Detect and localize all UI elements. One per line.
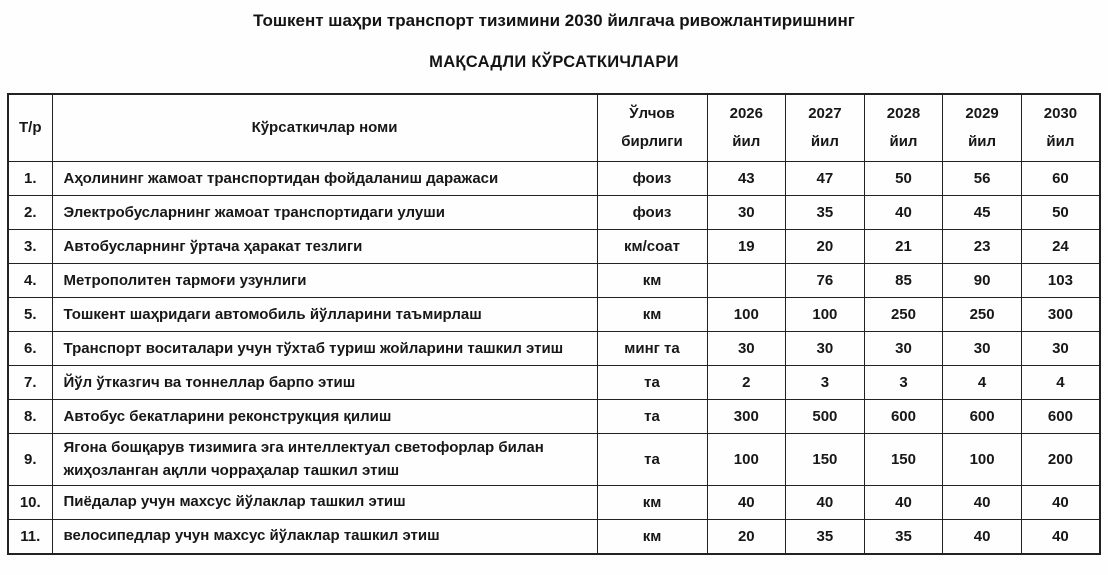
value-cell: 60 xyxy=(1021,162,1100,196)
row-number-cell: 11. xyxy=(8,519,52,554)
table-row xyxy=(8,519,1100,554)
indicator-name-cell: велосипедлар учун махсус йўлаклар ташкил этиш xyxy=(52,519,597,554)
unit-cell: км xyxy=(597,298,707,332)
value-cell: 50 xyxy=(864,162,943,196)
header-year-suffix: йил xyxy=(968,133,997,150)
unit-cell: фоиз xyxy=(597,196,707,230)
header-num: Т/р xyxy=(8,94,52,162)
value-cell: 30 xyxy=(943,332,1022,366)
value-cell: 100 xyxy=(707,434,786,486)
indicator-name-cell: Метрополитен тармоғи узунлиги xyxy=(52,264,597,298)
value-cell: 250 xyxy=(943,298,1022,332)
value-cell: 43 xyxy=(707,162,786,196)
value-cell: 500 xyxy=(786,400,865,434)
value-cell: 47 xyxy=(786,162,865,196)
table-row xyxy=(8,230,1100,264)
row-number-cell: 4. xyxy=(8,264,52,298)
header-unit xyxy=(597,94,707,162)
value-cell: 3 xyxy=(786,366,865,400)
header-unit-line2: бирлиги xyxy=(621,133,683,150)
header-year-suffix: йил xyxy=(810,133,839,150)
value-cell: 40 xyxy=(864,196,943,230)
value-cell: 19 xyxy=(707,230,786,264)
value-cell: 90 xyxy=(943,264,1022,298)
value-cell: 21 xyxy=(864,230,943,264)
value-cell: 3 xyxy=(864,366,943,400)
unit-cell: та xyxy=(597,434,707,486)
table-row xyxy=(8,485,1100,519)
row-number-cell: 2. xyxy=(8,196,52,230)
header-year-value: 2029 xyxy=(965,105,999,123)
table-row xyxy=(8,162,1100,196)
value-cell: 35 xyxy=(786,519,865,554)
table-row xyxy=(8,434,1100,486)
value-cell: 200 xyxy=(1021,434,1100,486)
header-year-2030 xyxy=(1021,94,1100,162)
table-row xyxy=(8,400,1100,434)
value-cell xyxy=(707,264,786,298)
value-cell: 20 xyxy=(786,230,865,264)
value-cell: 103 xyxy=(1021,264,1100,298)
value-cell: 20 xyxy=(707,519,786,554)
header-year-2029 xyxy=(943,94,1022,162)
value-cell: 30 xyxy=(786,332,865,366)
value-cell: 35 xyxy=(786,196,865,230)
value-cell: 150 xyxy=(786,434,865,486)
value-cell: 30 xyxy=(864,332,943,366)
indicator-name-cell: Тошкент шаҳридаги автомобиль йўлларини таъмирлаш xyxy=(52,298,597,332)
value-cell: 100 xyxy=(786,298,865,332)
title-block xyxy=(0,0,1108,72)
value-cell: 100 xyxy=(707,298,786,332)
value-cell: 600 xyxy=(943,400,1022,434)
header-year-value: 2027 xyxy=(808,105,842,123)
unit-cell: та xyxy=(597,400,707,434)
value-cell: 250 xyxy=(864,298,943,332)
value-cell: 4 xyxy=(1021,366,1100,400)
value-cell: 300 xyxy=(1021,298,1100,332)
header-year-2028 xyxy=(864,94,943,162)
row-number-cell: 5. xyxy=(8,298,52,332)
row-number-cell: 8. xyxy=(8,400,52,434)
table-row xyxy=(8,366,1100,400)
indicator-name-cell: Пиёдалар учун махсус йўлаклар ташкил этиш xyxy=(52,485,597,519)
header-year-value: 2026 xyxy=(729,105,763,123)
value-cell: 150 xyxy=(864,434,943,486)
table-header-row xyxy=(8,94,1100,162)
indicator-name-cell: Ягона бошқарув тизимига эга интеллектуал светофорлар билан жиҳозланган ақлли чорраҳалар ташкил этиш xyxy=(52,434,597,486)
indicator-name-cell: Автобусларнинг ўртача ҳаракат тезлиги xyxy=(52,230,597,264)
value-cell: 45 xyxy=(943,196,1022,230)
table-row xyxy=(8,298,1100,332)
header-year-value: 2028 xyxy=(886,105,921,123)
header-year-value: 2030 xyxy=(1043,105,1078,123)
value-cell: 40 xyxy=(1021,485,1100,519)
unit-cell: км/соат xyxy=(597,230,707,264)
header-year-suffix: йил xyxy=(1046,133,1075,150)
indicator-name-cell: Йўл ўтказгич ва тоннеллар барпо этиш xyxy=(52,366,597,400)
unit-cell: фоиз xyxy=(597,162,707,196)
value-cell: 76 xyxy=(786,264,865,298)
value-cell: 30 xyxy=(707,196,786,230)
value-cell: 56 xyxy=(943,162,1022,196)
row-number-cell: 9. xyxy=(8,434,52,486)
unit-cell: минг та xyxy=(597,332,707,366)
value-cell: 30 xyxy=(707,332,786,366)
value-cell: 40 xyxy=(943,485,1022,519)
value-cell: 30 xyxy=(1021,332,1100,366)
header-year-suffix: йил xyxy=(889,133,918,150)
value-cell: 2 xyxy=(707,366,786,400)
row-number-cell: 3. xyxy=(8,230,52,264)
row-number-cell: 1. xyxy=(8,162,52,196)
indicator-name-cell: Электробусларнинг жамоат транспортидаги улуши xyxy=(52,196,597,230)
header-indicator-name: Кўрсаткичлар номи xyxy=(52,94,597,162)
header-year-2026 xyxy=(707,94,786,162)
unit-cell: км xyxy=(597,264,707,298)
value-cell: 100 xyxy=(943,434,1022,486)
header-unit-line1: Ўлчов xyxy=(629,105,675,123)
row-number-cell: 10. xyxy=(8,485,52,519)
table-row xyxy=(8,264,1100,298)
value-cell: 40 xyxy=(1021,519,1100,554)
unit-cell: км xyxy=(597,519,707,554)
unit-cell: та xyxy=(597,366,707,400)
value-cell: 4 xyxy=(943,366,1022,400)
header-year-2027 xyxy=(786,94,865,162)
table-row xyxy=(8,196,1100,230)
page-title-line2: МАҚСАДЛИ КЎРСАТКИЧЛАРИ xyxy=(429,53,679,71)
value-cell: 600 xyxy=(864,400,943,434)
row-number-cell: 7. xyxy=(8,366,52,400)
page-title-line1: Тошкент шаҳри транспорт тизимини 2030 йилгача ривожлантиришнинг xyxy=(253,11,855,30)
value-cell: 40 xyxy=(786,485,865,519)
indicators-table xyxy=(7,93,1101,555)
value-cell: 300 xyxy=(707,400,786,434)
value-cell: 23 xyxy=(943,230,1022,264)
table-row xyxy=(8,332,1100,366)
value-cell: 40 xyxy=(707,485,786,519)
indicator-name-cell: Автобус бекатларини реконструкция қилиш xyxy=(52,400,597,434)
indicator-name-cell: Транспорт воситалари учун тўхтаб туриш жойларини ташкил этиш xyxy=(52,332,597,366)
value-cell: 35 xyxy=(864,519,943,554)
row-number-cell: 6. xyxy=(8,332,52,366)
value-cell: 600 xyxy=(1021,400,1100,434)
unit-cell: км xyxy=(597,485,707,519)
header-year-suffix: йил xyxy=(732,133,761,150)
value-cell: 40 xyxy=(864,485,943,519)
value-cell: 40 xyxy=(943,519,1022,554)
indicator-name-cell: Аҳолининг жамоат транспортидан фойдаланиш даражаси xyxy=(52,162,597,196)
value-cell: 85 xyxy=(864,264,943,298)
table-body xyxy=(8,162,1100,554)
value-cell: 24 xyxy=(1021,230,1100,264)
value-cell: 50 xyxy=(1021,196,1100,230)
